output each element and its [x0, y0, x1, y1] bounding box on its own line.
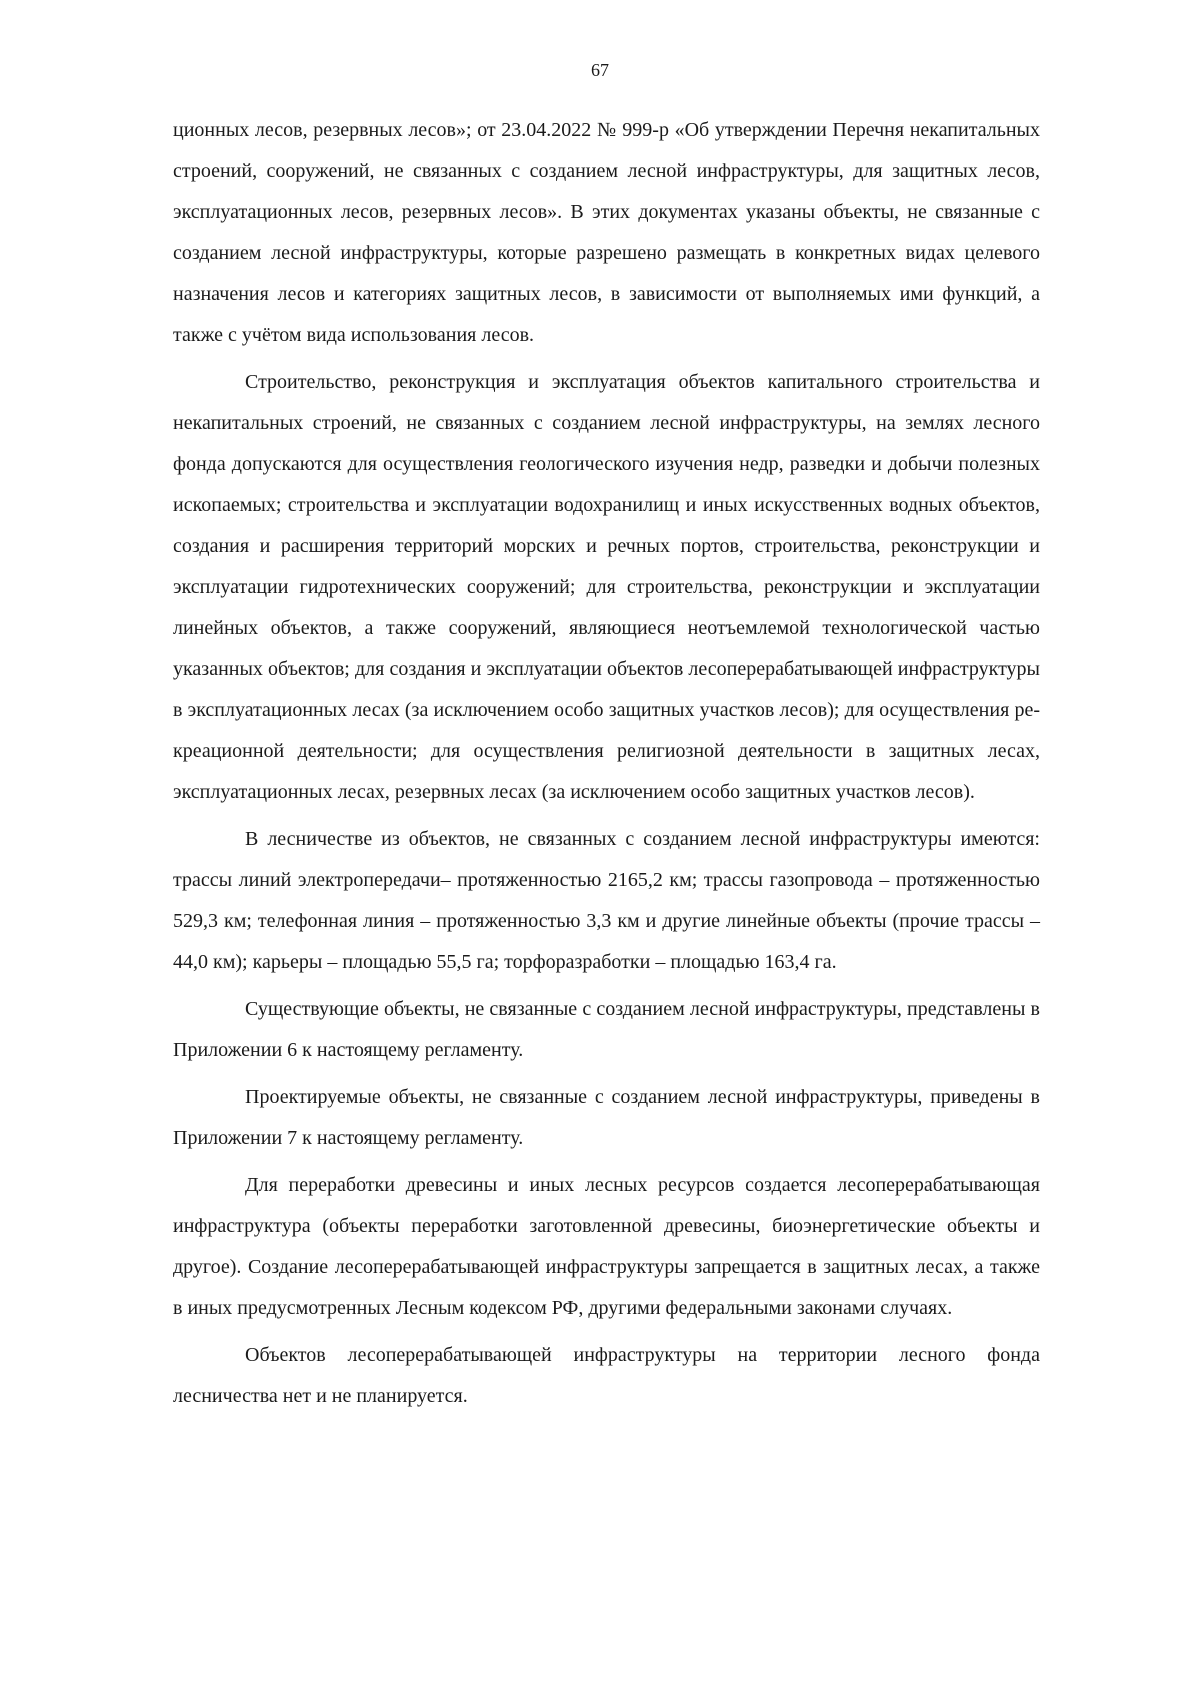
paragraph-4: Существующие объекты, не связанные с созданием лесной инфраструктуры, представлены в Приложении 6 к настоящему регламенту. [173, 998, 1040, 1061]
page-number: 67 [591, 60, 609, 80]
paragraph-7: Объектов лесоперерабатывающей инфраструктуры на территории лесного фонда лесничества нет и не планируется. [173, 1344, 1040, 1407]
paragraph-3: В лесничестве из объектов, не связанных с созданием лесной инфраструктуры имеются: трассы линий электропередачи– протяженностью 2165,2 км; трассы газопровода – протяженностью 529,3 км; телефонная линия – протяженностью 3,3 км и другие линейные объекты (прочие трассы – 44,0 км); карьеры – площадью 55,5 га; торфоразработки – площадью 163,4 га. [173, 828, 1040, 973]
paragraph-6: Для переработки древесины и иных лесных ресурсов создается лесоперерабатывающая инфраструктура (объекты переработки заготовленной древесины, биоэнергетические объекты и другое). Создание лесоперерабатывающей инфраструктуры запрещается в защитных лесах, а также в иных предусмотренных Лесным кодексом РФ, другими федеральными законами случаях. [173, 1174, 1040, 1319]
paragraph-5: Проектируемые объекты, не связанные с созданием лесной инфраструктуры, приведены в Приложении 7 к настоящему регламенту. [173, 1086, 1040, 1149]
paragraph-1: ционных лесов, резервных лесов»; от 23.04.2022 № 999-р «Об утверждении Перечня некапитальных строений, сооружений, не связанных с созданием лесной инфраструктуры, для защитных лесов, эксплуатационных лесов, резервных лесов». В этих документах указаны объекты, не связанные с созданием лесной инфраструктуры, которые разрешено размещать в конкретных видах целевого назначения лесов и категориях защитных лесов, в зависимости от выполняемых ими функций, а также с учётом вида использования лесов. [173, 119, 1040, 346]
document-body [173, 110, 1040, 1423]
paragraph-2: Строительство, реконструкция и эксплуатация объектов капитального строительства и некапитальных строений, не связанных с созданием лесной инфраструктуры, на землях лесного фонда допускаются для осуществления геологического изучения недр, разведки и добычи полезных ископаемых; строительства и эксплуатации водохранилищ и иных искусственных водных объектов, создания и расширения территорий морских и речных портов, строительства, реконструкции и эксплуатации гидротехнических сооружений; для строительства, реконструкции и эксплуатации линейных объектов, а также сооружений, являющиеся неотъемлемой технологической частью указанных объектов; для создания и эксплуатации объектов лесоперерабатывающей инфраструктуры в эксплуатационных лесах (за исключением особо защитных участков лесов); для осуществления рекреационной деятельности; для осуществления религиозной деятельности в защитных лесах, эксплуатационных лесах, резервных лесах (за исключением особо защитных участков лесов). [173, 371, 1040, 803]
